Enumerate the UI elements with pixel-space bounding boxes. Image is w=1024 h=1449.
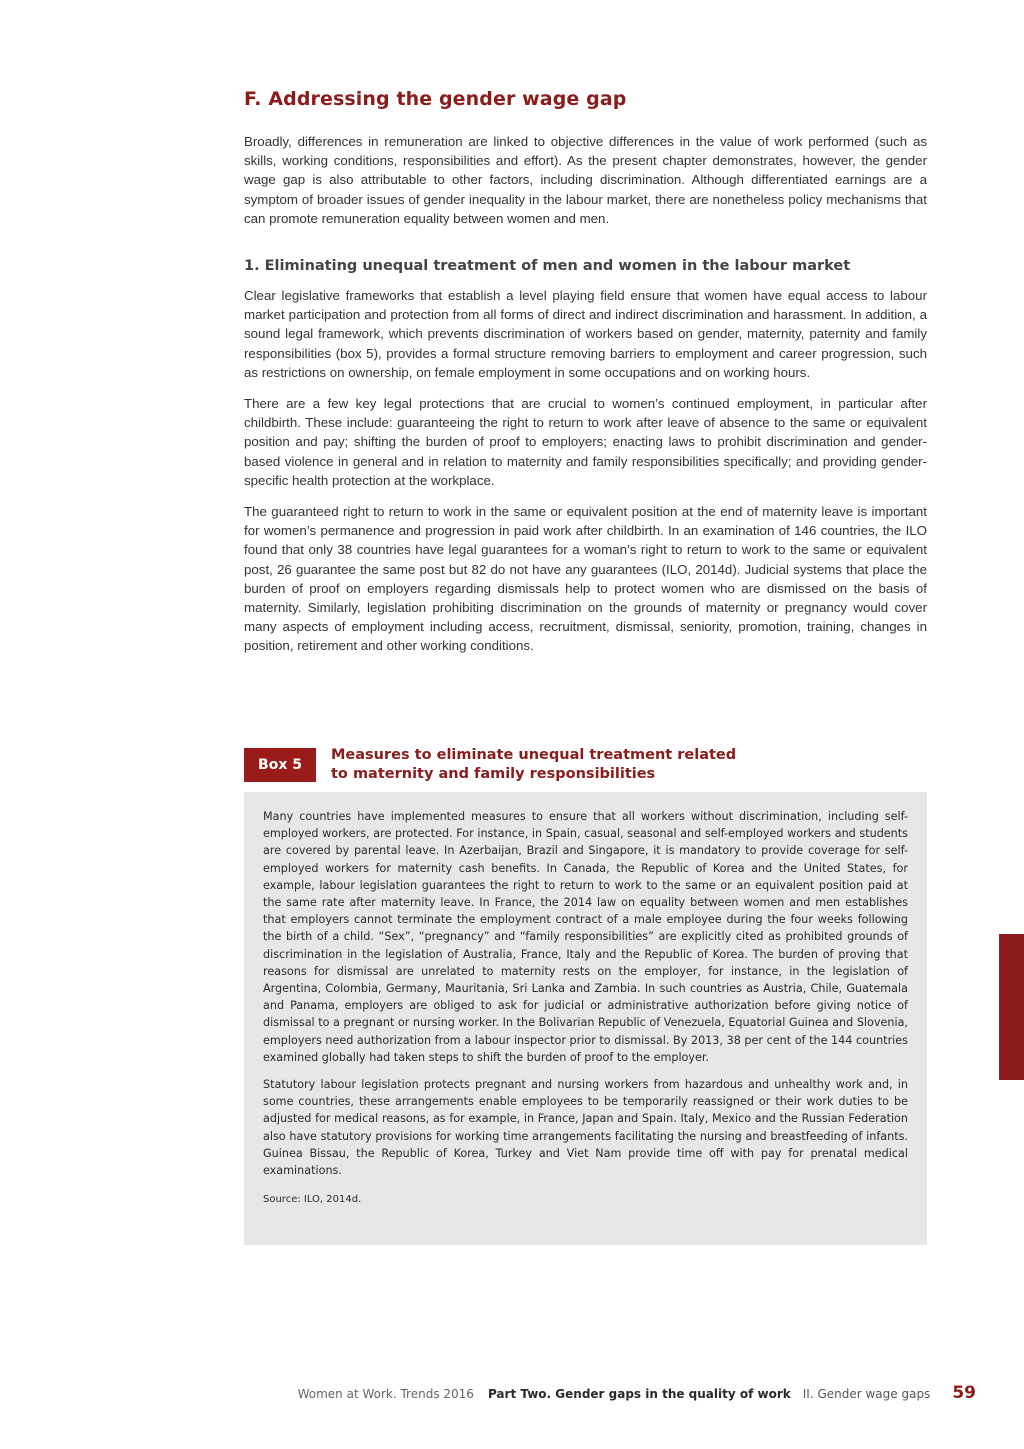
page-number: 59 — [952, 1383, 976, 1403]
box-title-line-2: to maternity and family responsibilities — [331, 766, 656, 782]
box-label: Box 5 — [244, 748, 316, 782]
side-tab-marker — [999, 934, 1024, 1080]
box-paragraph-2: Statutory labour legislation protects pregnant and nursing workers from hazardous and unhealthy work and, in some countries, these arrangements enable employees to be temporarily reassigned or their work duties to be adjusted for medical reasons, as for example, in France, Japan and Spain. Italy, Mexico and the Russian Federation also have statutory provisions for working time arrangements facilitating the nursing and breastfeeding of infants. Guinea Bissau, the Republic of Korea, Turkey and Viet Nam provide time off with pay for prenatal medical examinations. — [263, 1078, 908, 1178]
box-header — [244, 746, 927, 786]
box-body — [244, 792, 927, 1245]
footer-part: Part Two. Gender gaps in the quality of work — [487, 1387, 791, 1401]
body-paragraph-1: Clear legislative frameworks that establish a level playing field ensure that women have equal access to labour market participation and protection from all forms of direct and indirect discrimination and harassment. In addition, a sound legal framework, which prevents discrimination of workers based on gender, maternity, paternity and family responsibilities (box 5), provides a formal structure removing barriers to employment and career progression, such as restrictions on ownership, on female employment in some occupations and on working hours. — [244, 288, 927, 380]
footer-chapter: II. Gender wage gaps — [802, 1387, 931, 1401]
box-source: Source: ILO, 2014d. — [263, 1194, 362, 1206]
intro-paragraph: Broadly, differences in remuneration are linked to objective differences in the value of work performed (such as skills, working conditions, responsibilities and effort). As the present chapter demonstrates, however, the gender wage gap is also attributable to other factors, including discrimination. Although differentiated earnings are a symptom of broader issues of gender inequality in the labour market, there are nonetheless policy mechanisms that can promote remuneration equality between women and men. — [244, 134, 927, 226]
body-paragraph-2: There are a few key legal protections that are crucial to women’s continued employment, in particular after childbirth. These include: guaranteeing the right to return to work after leave of absence to the same or equivalent position and pay; shifting the burden of proof to employers; enacting laws to prohibit discrimination and gender-based violence in general and in relation to maternity and family responsibilities specifically; and providing gender-specific health protection at the workplace. — [244, 396, 927, 488]
box-paragraph-1: Many countries have implemented measures to ensure that all workers without discrimination, including self-employed workers, are protected. For instance, in Spain, casual, seasonal and self-employed workers and students are covered by parental leave. In Azerbaijan, Brazil and Singapore, it is mandatory to provide coverage for self-employed workers for maternity cash benefits. In Canada, the Republic of Korea and the United States, for example, labour legislation guarantees the right to return to work to the same or an equivalent position paid at the same rate after maternity leave. In France, the 2014 law on equality between women and men establishes that employers cannot terminate the employment contract of a male employee during the four weeks following the birth of a child. “Sex”, “pregnancy” and “family responsibilities” are explicitly cited as prohibited grounds of discrimination in the legislation of Australia, France, Italy and the Republic of Korea. The burden of proving that reasons for dismissal are unrelated to maternity rests on the employer, for instance, in the legislation of Argentina, Colombia, Germany, Mauritania, Sri Lanka and Zambia. In such countries as Austria, Chile, Guatemala and Panama, employers are obliged to ask for judicial or administrative authorization before giving notice of dismissal to a pregnant or nursing worker. In the Bolivarian Republic of Venezuela, Equatorial Guinea and Slovenia, employers need authorization from a labour inspector prior to dismissal. By 2013, 38 per cent of the 144 countries examined globally had taken steps to shift the burden of proof to the employer. — [263, 810, 908, 1064]
subsection-heading: 1. Eliminating unequal treatment of men and women in the labour market — [244, 258, 851, 275]
footer-publication: Women at Work. Trends 2016 — [297, 1387, 474, 1401]
box-title-line-1: Measures to eliminate unequal treatment related — [331, 747, 737, 763]
page-footer — [298, 1383, 976, 1407]
body-paragraph-3: The guaranteed right to return to work in the same or equivalent position at the end of maternity leave is important for women’s permanence and progression in paid work after childbirth. In an examination of 146 countries, the ILO found that only 38 countries have legal guarantees for a woman’s right to return to work to the same or equivalent post, 26 guarantee the same post but 82 do not have any guarantees (ILO, 2014d). Judicial systems that place the burden of proof on employers regarding dismissals help to protect women who are dismissed on the basis of maternity. Similarly, legislation prohibiting discrimination on the grounds of maternity or pregnancy would cover many aspects of employment including access, recruitment, dismissal, seniority, promotion, training, changes in position, retirement and other working conditions. — [244, 504, 927, 654]
main-content — [244, 88, 927, 668]
section-heading: F. Addressing the gender wage gap — [244, 88, 627, 110]
box-title — [331, 746, 891, 784]
